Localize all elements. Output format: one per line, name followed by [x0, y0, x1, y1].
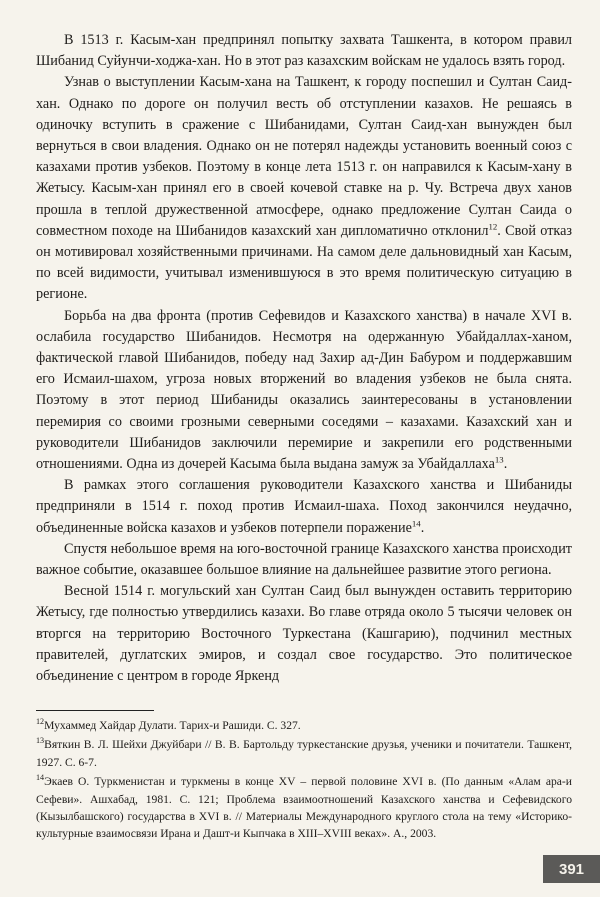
footnotes [36, 717, 572, 845]
main-text [36, 30, 572, 687]
footnote-ref[interactable]: 13 [494, 454, 504, 465]
paragraph: Спустя небольшое время на юго-восточной границе Казахского ханства происходит важное событие, оказавшее большое влияние на дальнейшее развитие этого региона. [36, 540, 572, 579]
paragraph: Узнав о выступлении Касым-хана на Ташкент, к городу поспешил и Султан Саид-хан. Однако по дороге он получил весть об отступлении казахов. Не решаясь в одиночку вступить в сражение с Шибанидами, Султан Саид-хан вынужден был вернуться в свои владения. Однако он не потерял надежды установить военный союз с казахами против узбеков. Поэтому в конце лета 1513 г. он направился к Касым-хану в Жетысу. Касым-хан принял его в своей кочевой ставке на р. Чу. Встреча двух ханов прошла в теплой дружественной атмосфере, однако предложение Султан Саида о совместном походе на Шибанидов казахский хан дипломатично отклонил$^{12}$. Свой отказ он мотивировал хозяйственными причинами. На самом деле дальновидный хан Касым, по всей видимости, учитывал изменившуюся в это время политическую ситуацию в регионе. [36, 74, 572, 303]
paragraph: Весной 1514 г. могульский хан Султан Саид был вынужден оставить территорию Жетысу, где полностью утвердились казахи. Во главе отряда около 5 тысячи человек он вторгся на территорию Восточного Туркестана (Кашгарию), подчинил местных правителей, дуглатских эмиров, и создал свое государство. Это политическое объединение с центром в городе Яркенд [36, 583, 572, 685]
footnote-ref[interactable]: 14 [411, 517, 421, 528]
footnote-divider [36, 710, 154, 711]
footnote-14: $^{14}$Экаев О. Туркменистан и туркмены в конце XV – первой половине XVI в. (По данным «Алам ара-и Сефеви». Ашхабад, 1981. С. 121; Проблема взаимоотношений Казахского ханства и Сефевидского (Кызылбашского) государства в XVI в. // Материалы Международного круглого стола на тему «Историко-культурные взаимосвязи Ирана и Дашт-и Кыпчака в XIII–XVIII веках». А., 2003. [36, 773, 572, 841]
page-number: 391 [543, 855, 600, 883]
paragraph: В рамках этого соглашения руководители Казахского ханства и Шибаниды предприняли в 1514 г. поход против Исмаил-шаха. Поход закончился неудачно, объединенные войска казахов и узбеков потерпели поражение$^{14}$. [36, 477, 572, 536]
footnote-ref[interactable]: 12 [488, 221, 498, 232]
footnote-12: $^{12}$Мухаммед Хайдар Дулати. Тарих-и Рашиди. С. 327. [36, 717, 301, 732]
paragraph: В 1513 г. Касым-хан предпринял попытку захвата Ташкента, в котором правил Шибанид Суйунчи-ходжа-хан. Но в этот раз казахским войскам не удалось взять город. [36, 32, 572, 70]
footnote-13: $^{13}$Вяткин В. Л. Шейхи Джуйбари // В. В. Бартольду туркестанские друзья, ученики и почитатели. Ташкент, 1927. С. 6-7. [36, 736, 572, 769]
paragraph: Борьба на два фронта (против Сефевидов и Казахского ханства) в начале XVI в. ослабила государство Шибанидов. Несмотря на одержанную Убайдаллах-ханом, фактической главой Шибанидов, победу над Захир ад-Дин Бабуром и поддержавшим его Исмаил-шахом, угроза новых вторжений во владения узбеков не была снята. Поэтому в этот период Шибаниды оказались заинтересованы в установлении перемирия со своими грозными северными соседями – казахами. Казахский хан и руководители Шибанидов заключили перемирие и закрепили его родственными отношениями. Одна из дочерей Касыма была выдана замуж за Убайдаллаха$^{13}$. [36, 307, 572, 473]
